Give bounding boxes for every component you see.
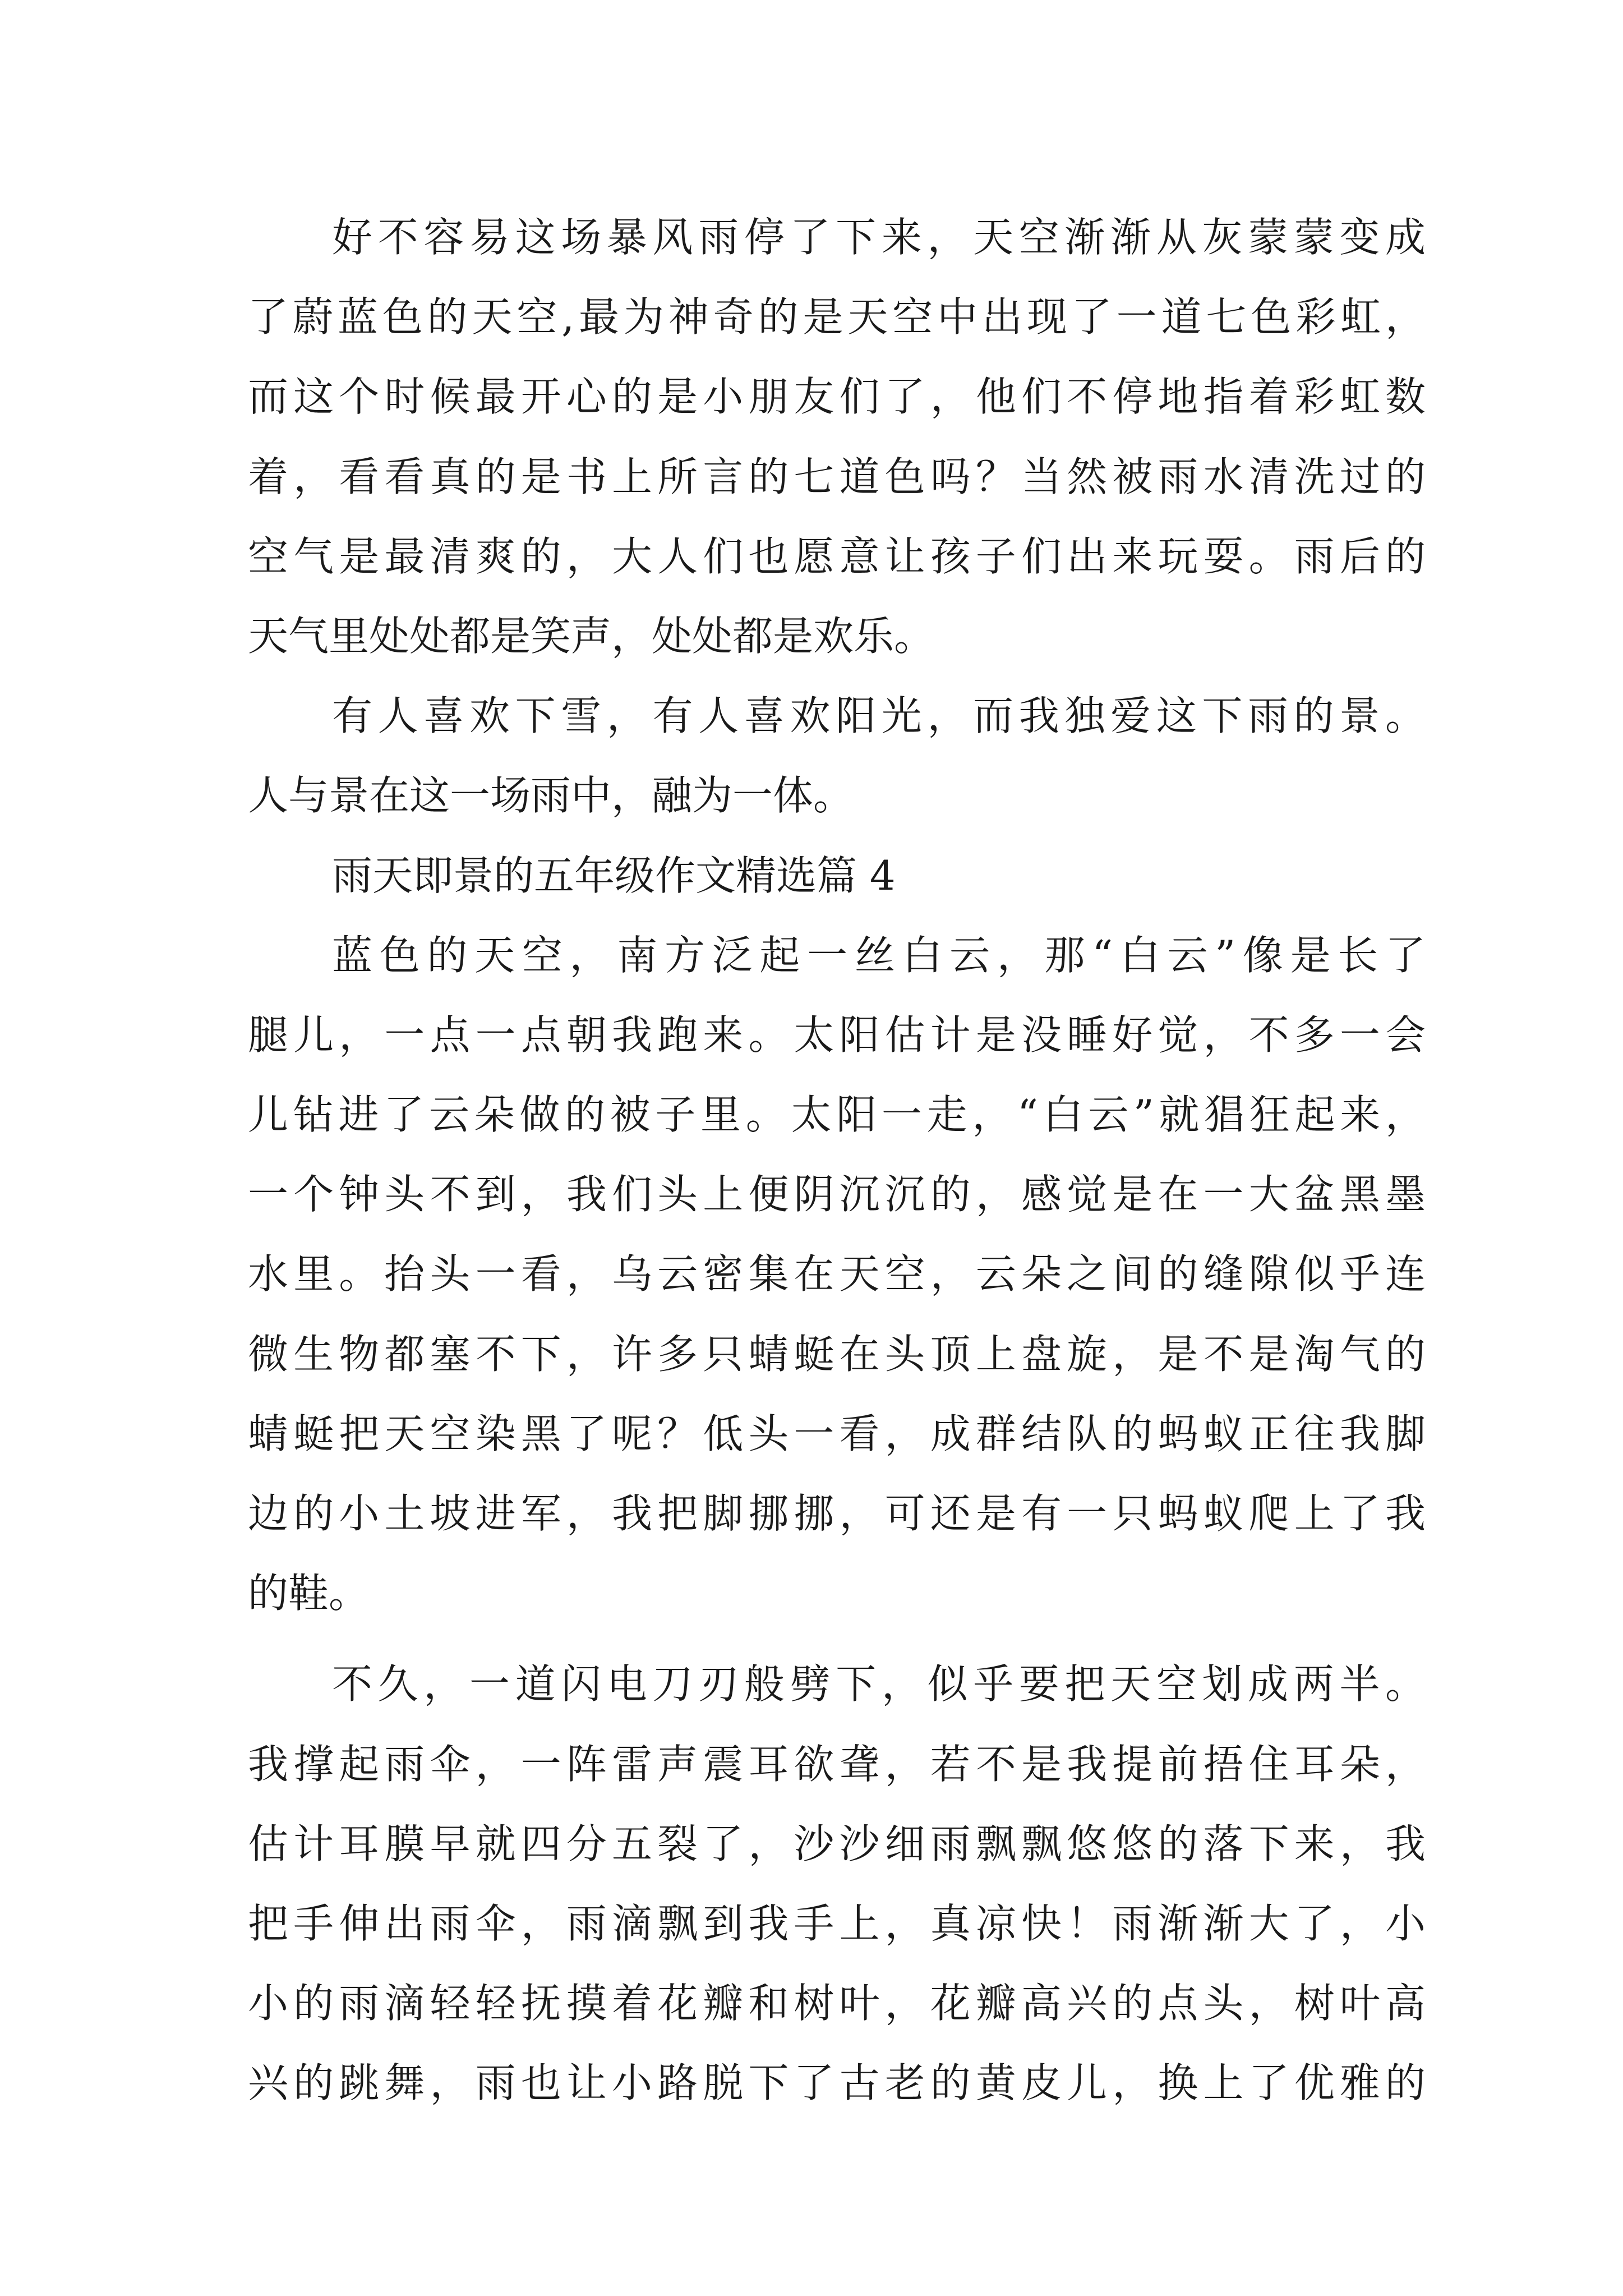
text-line: 着，看看真的是书上所言的七道色吗？当然被雨水清洗过的 (248, 453, 1426, 500)
paragraph-rain-stops (248, 197, 1426, 676)
text-line: 而这个时候最开心的是小朋友们了，他们不停地指着彩虹数 (248, 373, 1426, 421)
text-line: 天气里处处都是笑声，处处都是欢乐。 (248, 612, 935, 660)
text-line: 估计耳膜早就四分五裂了，沙沙细雨飘飘悠悠的落下来，我 (248, 1820, 1426, 1867)
paragraph-clouds (248, 915, 1426, 1634)
text-line: 蓝色的天空，南方泛起一丝白云，那“白云”像是长了 (332, 931, 1426, 979)
text-line: 人与景在这一场雨中，融为一体。 (248, 772, 854, 820)
text-line: 边的小土坡进军，我把脚挪挪，可还是有一只蚂蚁爬上了我 (248, 1490, 1426, 1537)
text-line: 把手伸出雨伞，雨滴飘到我手上，真凉快！雨渐渐大了，小 (248, 1899, 1426, 1947)
text-line: 兴的跳舞，雨也让小路脱下了古老的黄皮儿，换上了优雅的 (248, 2059, 1426, 2107)
section-title: 雨天即景的五年级作文精选篇 4 (332, 852, 896, 899)
text-line: 腿儿，一点一点朝我跑来。太阳估计是没睡好觉，不多一会 (248, 1011, 1426, 1059)
text-line: 微生物都塞不下，许多只蜻蜓在头顶上盘旋，是不是淘气的 (248, 1330, 1426, 1378)
section-heading (248, 836, 1426, 915)
text-line: 蜻蜓把天空染黑了呢？低头一看，成群结队的蚂蚁正往我脚 (248, 1410, 1426, 1457)
text-line: 好不容易这场暴风雨停了下来，天空渐渐从灰蒙蒙变成 (332, 214, 1426, 261)
text-line: 有人喜欢下雪，有人喜欢阳光，而我独爱这下雨的景。 (332, 692, 1426, 740)
text-line: 儿钻进了云朵做的被子里。太阳一走，“白云”就猖狂起来， (248, 1091, 1426, 1139)
text-line: 了蔚蓝色的天空,最为神奇的是天空中出现了一道七色彩虹， (248, 293, 1426, 341)
text-line: 我撑起雨伞，一阵雷声震耳欲聋，若不是我提前捂住耳朵， (248, 1740, 1426, 1788)
text-line: 一个钟头不到，我们头上便阴沉沉的，感觉是在一大盆黑墨 (248, 1171, 1426, 1218)
text-line: 空气是最清爽的，大人们也愿意让孩子们出来玩耍。雨后的 (248, 532, 1426, 580)
text-line: 小的雨滴轻轻抚摸着花瓣和树叶，花瓣高兴的点头，树叶高 (248, 1980, 1426, 2027)
text-line: 不久，一道闪电刀刃般劈下，似乎要把天空划成两半。 (332, 1660, 1426, 1708)
text-line: 的鞋。 (248, 1570, 370, 1617)
paragraph-love-rain (248, 676, 1426, 835)
paragraph-spacer (248, 1633, 1426, 1644)
document-body (248, 197, 1426, 2123)
paragraph-lightning (248, 1644, 1426, 2123)
text-line: 水里。抬头一看，乌云密集在天空，云朵之间的缝隙似乎连 (248, 1250, 1426, 1298)
